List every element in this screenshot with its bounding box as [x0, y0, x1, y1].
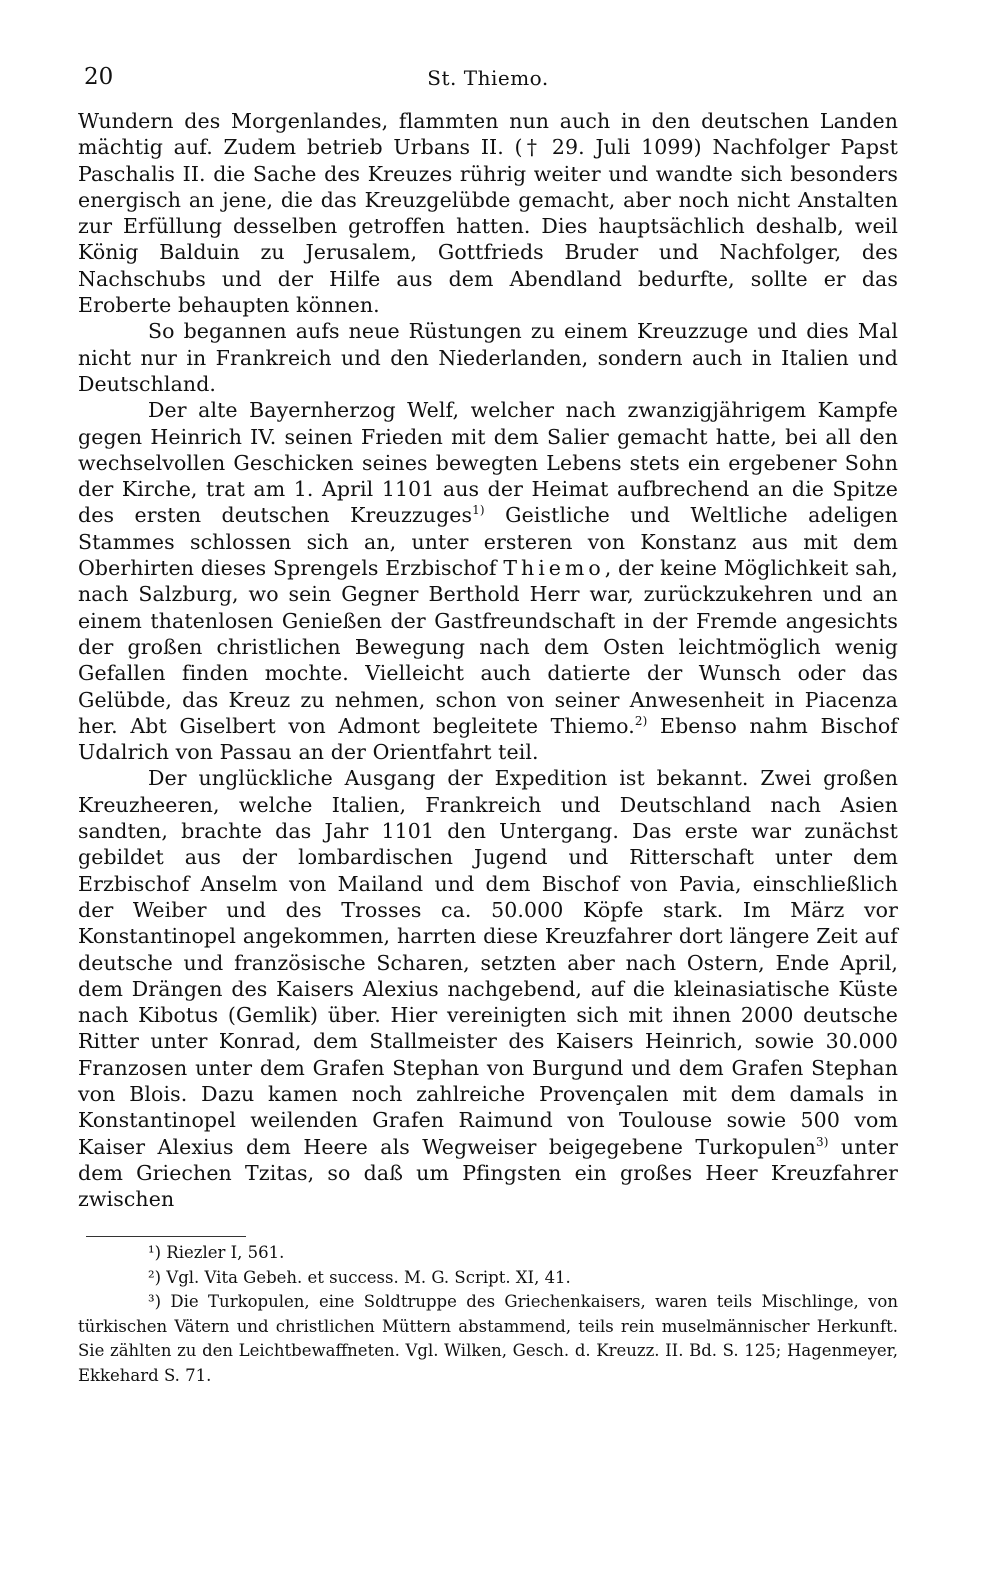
paragraph-2: So begannen aufs neue Rüstungen zu einem Kreuzzuge und dies Mal nicht nur in Frankreich und den Niederlanden, sondern auch in Italien und Deutschland.: [78, 319, 898, 396]
name-thiemo-spaced: Thiemo: [503, 556, 605, 581]
footnote-1: ¹) Riezler I, 561.: [148, 1243, 285, 1263]
footnote-ref-3: 3): [815, 1134, 829, 1149]
paragraph-3-text-d: Ebenso nahm Bischof Udalrich von Passau an der Orientfahrt teil.: [78, 713, 898, 765]
footnote-3: ³) Die Turkopulen, eine Soldtruppe des Griechenkaisers, waren teils Mischlinge, von türkischen Vätern und christlichen Müttern abstammend, teils rein muselmännischer Herkunft. Sie zählten zu den Leichtbewaffneten. Vgl. Wilken, Gesch. d. Kreuzz. II. Bd. S. 125; Hagenmeyer, Ekkehard S. 71.: [78, 1292, 898, 1385]
paragraph-4: [78, 765, 898, 1212]
footnote-divider: [86, 1236, 246, 1237]
paragraph-3-text-a: Der alte Bayernherzog Welf, welcher nach zwanzigjährigem Kampfe gegen Heinrich IV. seinen Frieden mit dem Salier gemacht hatte, bei all den wechselvollen Geschicken seines bewegten Lebens stets ein ergebener Sohn der Kirche, trat am 1. April 1101 aus der Heimat aufbrechend an die Spitze des ersten deutschen Kreuzzuges: [78, 398, 898, 528]
running-title: St. Thiemo.: [427, 66, 549, 90]
footnote-ref-1: 1): [472, 503, 485, 518]
paragraph-3-text-c: , der keine Möglichkeit sah, nach Salzburg, wo sein Gegner Berthold Herr war, zurückzukehren und an einem thatenlosen Genießen der Gastfreundschaft in der Fremde angesichts der großen christlichen Bewegung nach dem Osten leichtmöglich wenig Gefallen finden mochte. Vielleicht auch datierte der Wunsch oder das Gelübde, das Kreuz zu nehmen, schon von seiner Anwesenheit in Piacenza her. Abt Giselbert von Admont begleitete Thiemo.: [78, 556, 898, 738]
page-number: 20: [84, 64, 114, 90]
paragraph-3-text-b: Geistliche und Weltliche adeligen Stammes schlossen sich an, unter ersteren von Konstanz aus mit dem Oberhirten dieses Sprengels Erzbischof: [78, 503, 898, 581]
paragraph-3: [78, 397, 898, 765]
footnote-ref-2: 2): [634, 714, 648, 728]
book-page: [78, 58, 898, 1388]
paragraph-4-text-a: Der unglückliche Ausgang der Expedition ist bekannt. Zwei großen Kreuzheeren, welche Italien, Frankreich und Deutschland nach Asien sandten, brachte das Jahr 1101 den Untergang. Das erste war zunächst gebildet aus der lombardischen Jugend und Ritterschaft unter dem Erzbischof Anselm von Mailand und dem Bischof von Pavia, einschließlich der Weiber und des Trosses ca. 50.000 Köpfe stark. Im März vor Konstantinopel angekommen, harrten diese Kreuzfahrer dort längere Zeit auf deutsche und französische Scharen, setzten aber nach Ostern, Ende April, dem Drängen des Kaisers Alexius nachgebend, auf die kleinasiatische Küste nach Kibotus (Gemlik) über. Hier vereinigten sich mit ihnen 2000 deutsche Ritter unter Konrad, dem Stallmeister des Kaisers Heinrich, sowie 30.000 Franzosen unter dem Grafen Stephan von Burgund und dem Grafen Stephan von Blois. Dazu kamen noch zahlreiche Provençalen mit dem damals in Konstantinopel weilenden Grafen Raimund von Toulouse sowie 500 vom Kaiser Alexius dem Heere als Wegweiser beigegebene Turkopulen: [78, 766, 898, 1159]
footnotes: [78, 1241, 898, 1388]
footnote-2: ²) Vgl. Vita Gebeh. et success. M. G. Script. XI, 41.: [148, 1267, 571, 1287]
paragraph-1: Wundern des Morgenlandes, flammten nun auch in den deutschen Landen mächtig auf. Zudem betrieb Urbans II. († 29. Juli 1099) Nachfolger Papst Paschalis II. die Sache des Kreuzes rührig weiter und wandte sich besonders energisch an jene, die das Kreuzgelübde gemacht, aber noch nicht Anstalten zur Erfüllung desselben getroffen hatten. Dies hauptsächlich deshalb, weil König Balduin zu Jerusalem, Gottfrieds Bruder und Nachfolger, des Nachschubs und der Hilfe aus dem Abendland bedurfte, sollte er das Eroberte behaupten können.: [78, 109, 898, 318]
paragraph-4-text-b: unter dem Griechen Tzitas, so daß um Pfingsten ein großes Heer Kreuzfahrer zwischen: [78, 1134, 898, 1212]
body-text: [78, 108, 898, 1212]
page-header: [78, 58, 898, 108]
